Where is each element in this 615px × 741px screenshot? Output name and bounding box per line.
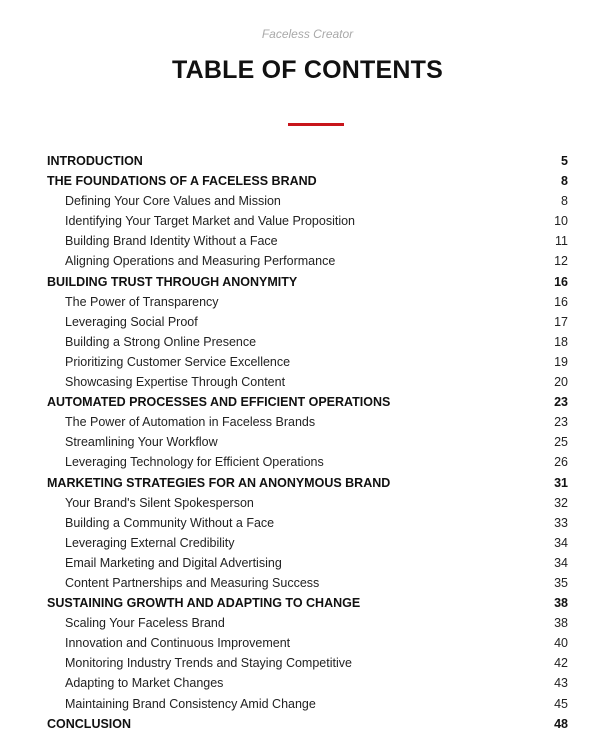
toc-entry-page-number: 38 <box>554 616 568 631</box>
toc-entry-title: Scaling Your Faceless Brand <box>65 616 225 631</box>
toc-entry-title: Innovation and Continuous Improvement <box>65 636 291 651</box>
toc-section-entry[interactable] <box>47 493 568 513</box>
toc-entry-title: Monitoring Industry Trends and Staying Competitive <box>65 656 352 671</box>
toc-entry-page-number: 45 <box>554 696 568 711</box>
toc-section-entry[interactable] <box>47 312 568 332</box>
toc-entry-page-number: 10 <box>554 214 568 229</box>
toc-entry-page-number: 23 <box>554 415 568 430</box>
toc-section-entry[interactable] <box>47 533 568 553</box>
toc-entry-page-number: 35 <box>554 575 568 590</box>
toc-entry-title: Building Brand Identity Without a Face <box>65 234 278 249</box>
toc-section-entry[interactable] <box>47 231 568 251</box>
toc-entry-title: THE FOUNDATIONS OF A FACELESS BRAND <box>47 174 317 189</box>
toc-section-entry[interactable] <box>47 553 568 573</box>
toc-section-entry[interactable] <box>47 191 568 211</box>
toc-entry-page-number: 48 <box>554 716 568 731</box>
toc-entry-page-number: 34 <box>554 535 568 550</box>
toc-entry-title: CONCLUSION <box>47 716 132 731</box>
toc-chapter-entry[interactable] <box>47 272 568 292</box>
toc-entry-page-number: 42 <box>554 656 568 671</box>
toc-section-entry[interactable] <box>47 452 568 472</box>
toc-entry-page-number: 16 <box>554 274 568 289</box>
toc-entry-page-number: 17 <box>554 314 568 329</box>
toc-entry-title: Streamlining Your Workflow <box>65 435 218 450</box>
toc-entry-page-number: 19 <box>554 354 568 369</box>
toc-chapter-entry[interactable] <box>47 171 568 191</box>
toc-section-entry[interactable] <box>47 613 568 633</box>
toc-entry-page-number: 38 <box>554 596 568 611</box>
toc-entry-title: Showcasing Expertise Through Content <box>65 375 286 390</box>
toc-entry-title: Email Marketing and Digital Advertising <box>65 555 282 570</box>
toc-entry-title: Building a Strong Online Presence <box>65 334 257 349</box>
toc-entry-title: Leveraging External Credibility <box>65 535 235 550</box>
toc-entry-page-number: 32 <box>554 495 568 510</box>
toc-entry-title: Maintaining Brand Consistency Amid Change <box>65 696 316 711</box>
toc-entry-page-number: 12 <box>554 254 568 269</box>
toc-entry-title: BUILDING TRUST THROUGH ANONYMITY <box>47 274 298 289</box>
toc-entry-title: The Power of Automation in Faceless Brands <box>65 415 316 430</box>
toc-section-entry[interactable] <box>47 412 568 432</box>
toc-entry-page-number: 11 <box>555 234 568 249</box>
toc-entry-page-number: 33 <box>554 515 568 530</box>
toc-section-entry[interactable] <box>47 573 568 593</box>
toc-entry-page-number: 16 <box>554 294 568 309</box>
toc-section-entry[interactable] <box>47 653 568 673</box>
title-underline-divider <box>288 123 344 126</box>
toc-section-entry[interactable] <box>47 633 568 653</box>
toc-chapter-entry[interactable] <box>47 714 568 734</box>
toc-entry-title: MARKETING STRATEGIES FOR AN ANONYMOUS BRAND <box>47 475 391 490</box>
toc-chapter-entry[interactable] <box>47 151 568 171</box>
toc-entry-title: The Power of Transparency <box>65 294 219 309</box>
toc-entry-page-number: 8 <box>561 174 568 189</box>
toc-entry-page-number: 5 <box>561 154 568 168</box>
table-of-contents <box>47 151 568 734</box>
toc-entry-title: Leveraging Social Proof <box>65 314 198 329</box>
toc-entry-page-number: 25 <box>554 435 568 450</box>
toc-section-entry[interactable] <box>47 332 568 352</box>
toc-entry-page-number: 8 <box>561 194 568 209</box>
toc-section-entry[interactable] <box>47 292 568 312</box>
toc-section-entry[interactable] <box>47 372 568 392</box>
toc-section-entry[interactable] <box>47 211 568 231</box>
toc-entry-title: Prioritizing Customer Service Excellence <box>65 354 291 369</box>
toc-entry-page-number: 20 <box>554 375 568 390</box>
toc-chapter-entry[interactable] <box>47 593 568 613</box>
toc-entry-title: Your Brand's Silent Spokesperson <box>65 495 254 510</box>
toc-entry-title: Content Partnerships and Measuring Success <box>65 575 320 590</box>
toc-entry-title: SUSTAINING GROWTH AND ADAPTING TO CHANGE <box>47 596 361 611</box>
toc-entry-title: Defining Your Core Values and Mission <box>65 194 281 209</box>
toc-entry-title: Leveraging Technology for Efficient Operations <box>65 455 324 470</box>
toc-section-entry[interactable] <box>47 513 568 533</box>
toc-entry-title: Building a Community Without a Face <box>65 515 275 530</box>
toc-section-entry[interactable] <box>47 432 568 452</box>
toc-section-entry[interactable] <box>47 251 568 271</box>
toc-entry-page-number: 26 <box>554 455 568 470</box>
toc-entry-page-number: 18 <box>554 334 568 349</box>
toc-entry-title: AUTOMATED PROCESSES AND EFFICIENT OPERATIONS <box>47 395 391 410</box>
toc-entry-title: Adapting to Market Changes <box>65 676 224 691</box>
toc-entry-title: INTRODUCTION <box>47 154 143 168</box>
page-title: TABLE OF CONTENTS <box>172 56 443 84</box>
toc-entry-title: Identifying Your Target Market and Value Proposition <box>65 214 356 229</box>
toc-entry-page-number: 40 <box>554 636 568 651</box>
toc-section-entry[interactable] <box>47 352 568 372</box>
toc-chapter-entry[interactable] <box>47 392 568 412</box>
toc-entry-page-number: 31 <box>554 475 568 490</box>
toc-section-entry[interactable] <box>47 694 568 714</box>
toc-entry-page-number: 23 <box>554 395 568 410</box>
toc-section-entry[interactable] <box>47 673 568 693</box>
toc-entry-title: Aligning Operations and Measuring Performance <box>65 254 336 269</box>
running-header: Faceless Creator <box>261 27 354 41</box>
toc-chapter-entry[interactable] <box>47 473 568 493</box>
toc-entry-page-number: 43 <box>554 676 568 691</box>
toc-entry-page-number: 34 <box>554 555 568 570</box>
